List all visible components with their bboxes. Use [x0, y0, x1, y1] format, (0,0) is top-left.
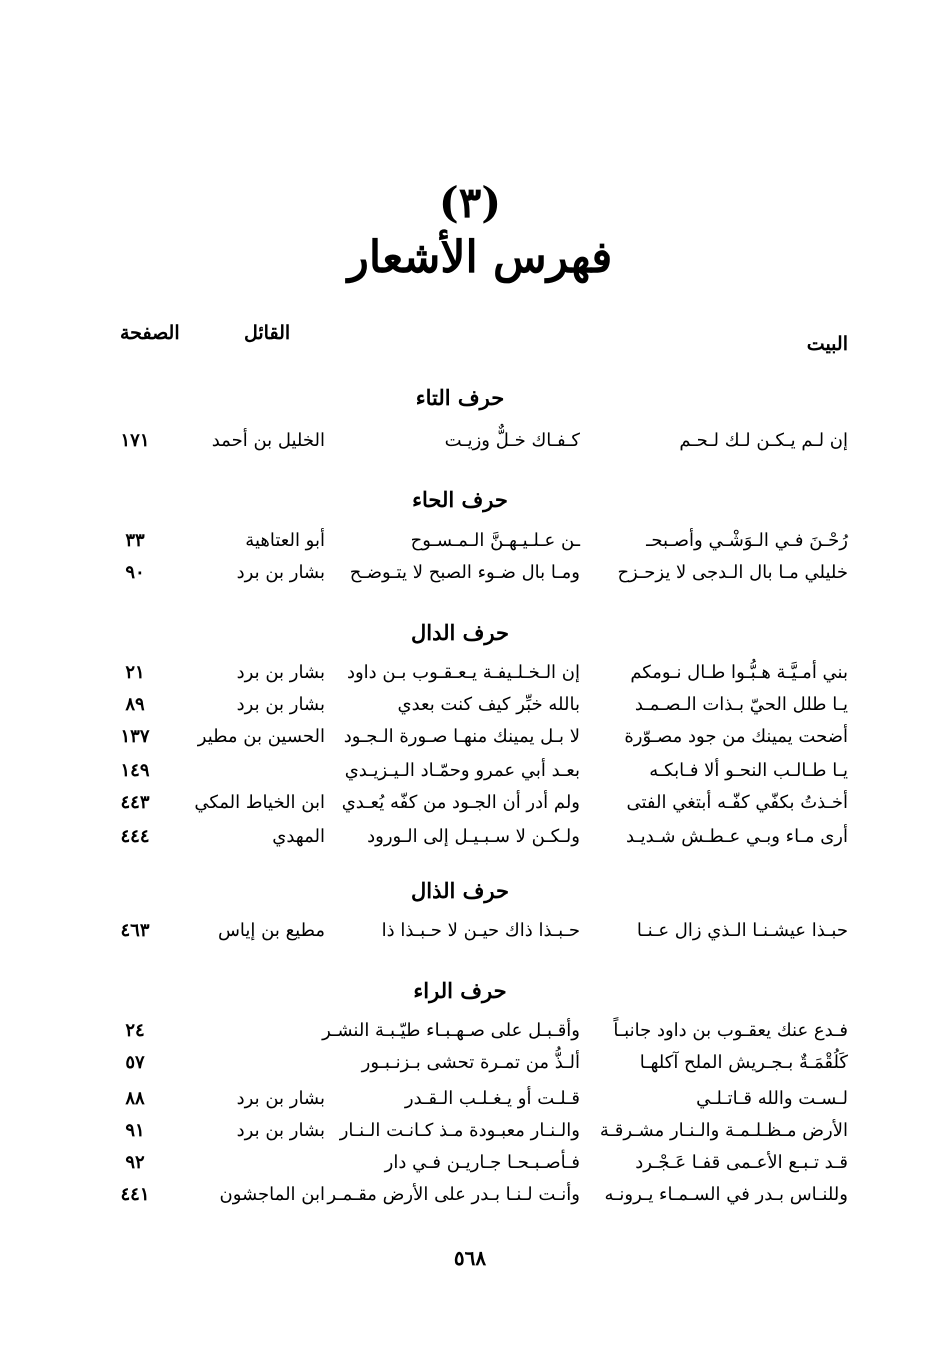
verse-first-half: خليلي مـا بال الـدجى لا يزحـزح: [617, 562, 848, 583]
table-row: [0, 792, 940, 822]
table-row: [0, 1088, 940, 1118]
page-ref: ٩٢: [125, 1152, 145, 1173]
verse-second-half: بالله خبِّر كيف كنت بعدي: [397, 694, 580, 715]
verse-first-half: يـا طلل الحيّ بـذات الـصـمـد: [634, 694, 848, 715]
verse-second-half: والـنـار معبـودة مـذ كـانـت الـنـار: [339, 1120, 580, 1141]
section-title-ta: حرف التاء: [415, 385, 505, 410]
verse-second-half: ـن عـلـيـهـنَّ الـمـسـوح: [410, 530, 580, 551]
verse-second-half: وأنـت لـنـا بـدر على الأرض مقـمـر: [327, 1184, 580, 1205]
table-row: [0, 726, 940, 756]
page-ref: ٩١: [125, 1120, 145, 1141]
verse-second-half: ألـذُّ من تمـرة تحشى بـزنـبـور: [361, 1052, 580, 1073]
table-row: [0, 1152, 940, 1182]
verse-first-half: الأرض مـظـلـمـة والـنـار مشـرقـة: [599, 1120, 848, 1141]
poet-name: أبو العتاهية: [245, 530, 325, 551]
table-row: [0, 1120, 940, 1150]
poet-name: بشار بن برد: [236, 562, 325, 583]
table-row: [0, 920, 940, 950]
column-header-page: الصفحة: [120, 322, 180, 344]
page-ref: ٣٣: [125, 530, 145, 551]
table-row: [0, 662, 940, 692]
poet-name: بشار بن برد: [236, 662, 325, 683]
page-ref: ٤٤٣: [120, 792, 150, 813]
verse-second-half: قـلـت أو يـغـلـب الـقـدر: [404, 1088, 580, 1109]
poet-name: الحسين بن مطير: [197, 726, 325, 747]
poet-name: بشار بن برد: [236, 694, 325, 715]
verse-second-half: ومـا بال ضـوء الصبح لا يتـوضـح: [349, 562, 580, 583]
verse-first-half: أخـذتُ بكفّي كفّـه أبتغي الفتى: [626, 792, 848, 813]
verse-first-half: رُحْـنَ فـي الـوَشْـي وأصـبحـ: [646, 530, 848, 551]
verse-second-half: وأقـبـل على صـهـبـاء طيّـبـة النشـر: [322, 1020, 580, 1041]
verse-second-half: لا بـل يمينك منهـا صـورة الـجـود: [343, 726, 580, 747]
page-ref: ٨٨: [125, 1088, 145, 1109]
poet-name: ابن الخياط المكي: [194, 792, 325, 813]
page-ref: ١٤٩: [120, 760, 150, 781]
page-ref: ٢٤: [125, 1020, 145, 1041]
verse-second-half: فـأصـبـحـا جـاريـن فـي دار: [384, 1152, 580, 1173]
verse-first-half: لـسـت والله قـاتـلـي: [696, 1088, 848, 1109]
poet-name: المهدي: [272, 826, 325, 847]
page-ref: ٨٩: [125, 694, 145, 715]
page-ref: ٢١: [125, 662, 145, 683]
table-row: [0, 430, 940, 460]
verse-second-half: ولم أدر أن الجـود من كفّه يُعـدي: [341, 792, 580, 813]
verse-first-half: إن لـم يـكـن لـك لـحـم: [679, 430, 848, 451]
table-row: [0, 1052, 940, 1082]
column-header-verse: البيت: [806, 333, 848, 355]
poet-name: مطيع بن إياس: [217, 920, 325, 941]
section-title-dhal: حرف الذال: [411, 878, 509, 903]
verse-first-half: وللنـاس بـدر في السـمـاء يـرونـه: [604, 1184, 848, 1205]
verse-second-half: كـفـاك خـلٌّ وزيـت: [444, 430, 580, 451]
page-ref: ٤٤٤: [120, 826, 150, 847]
table-row: [0, 562, 940, 592]
table-row: [0, 530, 940, 560]
verse-second-half: ولـكـن لا سـبـيـل إلى الـورود: [367, 826, 580, 847]
page-ref: ١٣٧: [120, 726, 150, 747]
page-ref: ٤٦٣: [120, 920, 150, 941]
verse-first-half: أضحت يمينك من جود مصـوّرة: [624, 726, 848, 747]
chapter-number: (٣): [438, 178, 502, 227]
verse-second-half: بعـد أبي عمرو وحمّـاد الـيـزيـدي: [344, 760, 580, 781]
table-row: [0, 760, 940, 790]
section-title-dal: حرف الدال: [411, 620, 509, 645]
column-header-poet: القائل: [244, 322, 291, 344]
page-ref: ٤٤١: [120, 1184, 150, 1205]
page-ref: ٩٠: [125, 562, 145, 583]
verse-first-half: يـا طـالـب النحـو ألا فـابكـه: [649, 760, 848, 781]
verse-second-half: إن الـخـلـيفـة يـعـقـوب بـن داود: [346, 662, 580, 683]
verse-first-half: كَلُقْمَـةٌ بـجـريش الملح آكلهـا: [639, 1052, 848, 1073]
page-ref: ١٧١: [120, 430, 150, 451]
verse-first-half: حبـذا عيشـنـا الـذي زال عـنـا: [636, 920, 848, 941]
poet-name: ابن الماجشون: [219, 1184, 325, 1205]
verse-second-half: حـبـذا ذاك حيـن لا حـبـذا ذا: [381, 920, 580, 941]
verse-first-half: فـدع عنك يعقـوب بن داود جانبـاً: [613, 1020, 848, 1041]
section-title-ra: حرف الراء: [413, 978, 507, 1003]
verse-first-half: بني أمـيَّـة هـبُّـوا طـال نـومكم: [630, 662, 848, 683]
table-row: [0, 1184, 940, 1214]
poet-name: بشار بن برد: [236, 1088, 325, 1109]
table-row: [0, 1020, 940, 1050]
table-row: [0, 694, 940, 724]
verse-first-half: أرى مـاء وبـي عـطـش شـديـد: [625, 826, 848, 847]
poet-name: الخليل بن أحمد: [211, 430, 325, 451]
page-title: فهرس الأشعار: [347, 232, 613, 283]
page-ref: ٥٧: [125, 1052, 145, 1073]
table-row: [0, 826, 940, 856]
verse-first-half: قـد تـبـع الأعـمى قفـا عَـجْـرد: [635, 1152, 848, 1173]
section-title-ha: حرف الحاء: [412, 487, 508, 512]
page-number: ٥٦٨: [453, 1246, 487, 1270]
poet-name: بشار بن برد: [236, 1120, 325, 1141]
